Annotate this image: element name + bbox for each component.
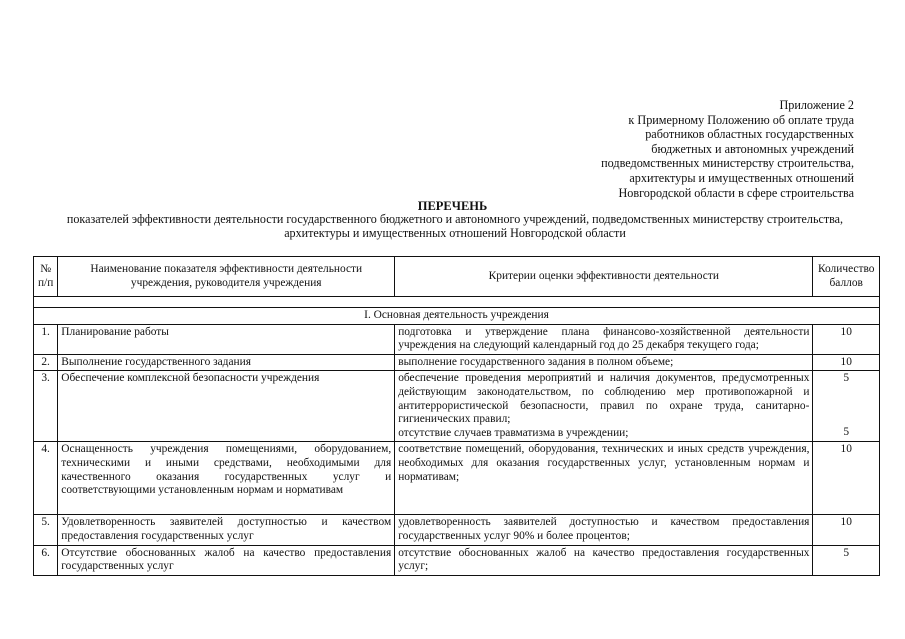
appendix-line: Новгородской области в сфере строительства — [618, 185, 854, 200]
section-row — [34, 308, 880, 325]
table-row — [34, 545, 880, 575]
row-num: 3. — [34, 371, 58, 442]
row-criteria: соответствие помещений, оборудования, технических и иных средств учреждения, необходимых для оказания государственных услуг, установленным нормам и нормативам; — [395, 442, 813, 515]
score-value: 5 — [843, 425, 850, 438]
row-criteria: подготовка и утверждение плана финансово-хозяйственной деятельности учреждения на следующий календарный год до 25 декабря текущего года; — [395, 324, 813, 354]
row-name: Выполнение государственного задания — [58, 354, 395, 371]
appendix-line: работников областных государственных — [645, 127, 854, 142]
row-score: 10 — [813, 442, 880, 515]
row-score: 10 — [813, 354, 880, 371]
appendix-line: архитектуры и имущественных отношений — [629, 170, 854, 185]
row-criteria — [395, 371, 813, 442]
row-num: 4. — [34, 442, 58, 515]
spacer-row — [34, 297, 880, 308]
row-criteria: удовлетворенность заявителей доступностью и качеством предоставления государственных услуг 90% и более процентов; — [395, 515, 813, 545]
table-row — [34, 354, 880, 371]
subtitle-line: показателей эффективности деятельности государственного бюджетного и автономного учреждений, подведомственных министерству строительства, — [66, 212, 844, 226]
header-score: Количество баллов — [813, 257, 880, 297]
table-row — [34, 371, 880, 442]
subtitle-line: архитектуры и имущественных отношений Новгородской области — [284, 225, 626, 240]
row-criteria: выполнение государственного задания в полном объеме; — [395, 354, 813, 371]
row-criteria: отсутствие обоснованных жалоб на качество предоставления государственных услуг; — [395, 545, 813, 575]
row-name: Обеспечение комплексной безопасности учреждения — [58, 371, 395, 442]
row-num: 6. — [34, 545, 58, 575]
header-name: Наименование показателя эффективности деятельности учреждения, руководителя учреждения — [58, 257, 395, 297]
section-title: I. Основная деятельность учреждения — [34, 308, 880, 325]
row-name: Оснащенность учреждения помещениями, оборудованием, техническими и иными средствами, необходимыми для качественного оказания государственных услуг и соответствующими установленным нормам и нормативам — [58, 442, 395, 515]
table-header-row — [34, 257, 880, 297]
appendix-line: подведомственных министерству строительства, — [601, 156, 854, 171]
row-name: Отсутствие обоснованных жалоб на качество предоставления государственных услуг — [58, 545, 395, 575]
table-row — [34, 442, 880, 515]
row-score: 10 — [813, 324, 880, 354]
appendix-line: бюджетных и автономных учреждений — [651, 141, 854, 156]
row-num: 2. — [34, 354, 58, 371]
appendix-header — [601, 98, 854, 200]
table-row — [34, 515, 880, 545]
header-criteria: Критерии оценки эффективности деятельности — [395, 257, 813, 297]
row-num: 1. — [34, 324, 58, 354]
row-name: Планирование работы — [58, 324, 395, 354]
row-name: Удовлетворенность заявителей доступностью и качеством предоставления государственных услуг — [58, 515, 395, 545]
appendix-line: Приложение 2 — [779, 98, 854, 112]
row-score — [813, 371, 880, 442]
table-row — [34, 324, 880, 354]
appendix-line: к Примерному Положению об оплате труда — [628, 112, 854, 127]
row-num: 5. — [34, 515, 58, 545]
row-score: 5 — [813, 545, 880, 575]
criteria-table — [33, 256, 880, 576]
document-subtitle — [20, 213, 890, 240]
row-score: 10 — [813, 515, 880, 545]
header-num: № п/п — [34, 257, 58, 297]
criteria-part: обеспечение проведения мероприятий и наличия документов, предусмотренных действующим законодательством, по соблюдению мер противопожарной и антитеррористической безопасности, правил по охране труда, санитарно-гигиенических правил; — [398, 372, 810, 426]
score-value: 5 — [843, 372, 850, 385]
criteria-part: отсутствие случаев травматизма в учреждении; — [398, 426, 629, 439]
document-title: ПЕРЕЧЕНЬ — [417, 199, 488, 213]
